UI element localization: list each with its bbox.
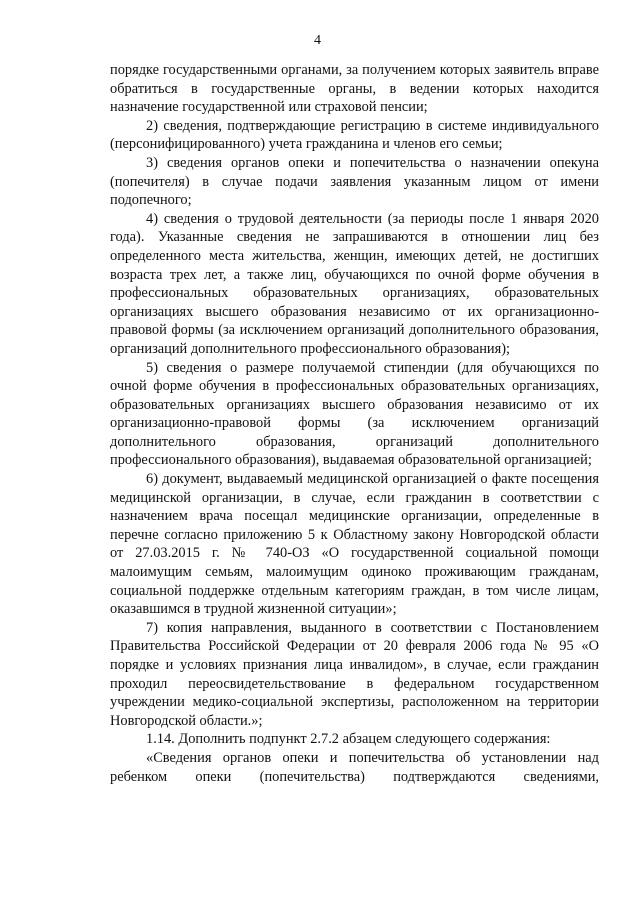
paragraph-9: «Сведения органов опеки и попечительства об установлении над ребенком опеки (попечительства) подтверждаются сведениями,: [110, 749, 599, 785]
paragraph-8: 1.14. Дополнить подпункт 2.7.2 абзацем следующего содержания:: [146, 731, 551, 748]
paragraph-7: 7) копия направления, выданного в соответствии с Постановлением Правительства Российской Федерации от 20 февраля 2006 года № 95 «О порядке и условиях признания лица инвалидом», в случае, если гражданин проходил переосвидетельствование в федеральном государственном учреждении медико-социальной экспертизы, расположенном на территории Новгородской области.»;: [110, 619, 599, 729]
paragraph-1: порядке государственными органами, за получением которых заявитель вправе обратиться в государственные органы, в ведении которых находится назначение государственной или страховой пенсии;: [110, 62, 599, 116]
paragraph-3: 3) сведения органов опеки и попечительства о назначении опекуна (попечителя) в случае подачи заявления указанным лицом от имени подопечного;: [110, 154, 599, 209]
paragraph-4: 4) сведения о трудовой деятельности (за периоды после 1 января 2020 года). Указанные сведения не запрашиваются в отношении лиц без определенного места жительства, женщин, имеющих детей, не достигших возраста трех лет, а также лиц, обучающихся по очной форме обучения в профессиональных образовательных организациях, образовательных организациях высшего образования независимо от их организационно-правовой формы (за исключением организаций дополнительного образования, организаций дополнительного профессионального образования);: [110, 210, 599, 357]
document-body: [110, 61, 599, 786]
page-number: 4: [314, 33, 321, 48]
paragraph-2: 2) сведения, подтверждающие регистрацию в системе индивидуального (персонифицированного) учета гражданина и членов его семьи;: [110, 117, 599, 153]
paragraph-5: 5) сведения о размере получаемой стипендии (для обучающихся по очной форме обучения в профессиональных образовательных организациях, образовательных организациях высшего образования независимо от их организационно-правовой формы (за исключением организаций дополнительного образования, организаций дополнительного профессионального образования), выдаваемая образовательной организацией;: [110, 359, 599, 469]
paragraph-6: 6) документ, выдаваемый медицинской организацией о факте посещения медицинской организации, в случае, если гражданин в соответствии с назначением врача посещал медицинские организации, определенные в перечне согласно приложению 5 к Областному закону Новгородской области от 27.03.2015 г. № 740-ОЗ «О государственной социальной помощи малоимущим семьям, малоимущим одиноко проживающим гражданам, социальной поддержке отдельным категориям граждан, в том числе лицам, оказавшимся в трудной жизненной ситуации»;: [110, 471, 599, 618]
